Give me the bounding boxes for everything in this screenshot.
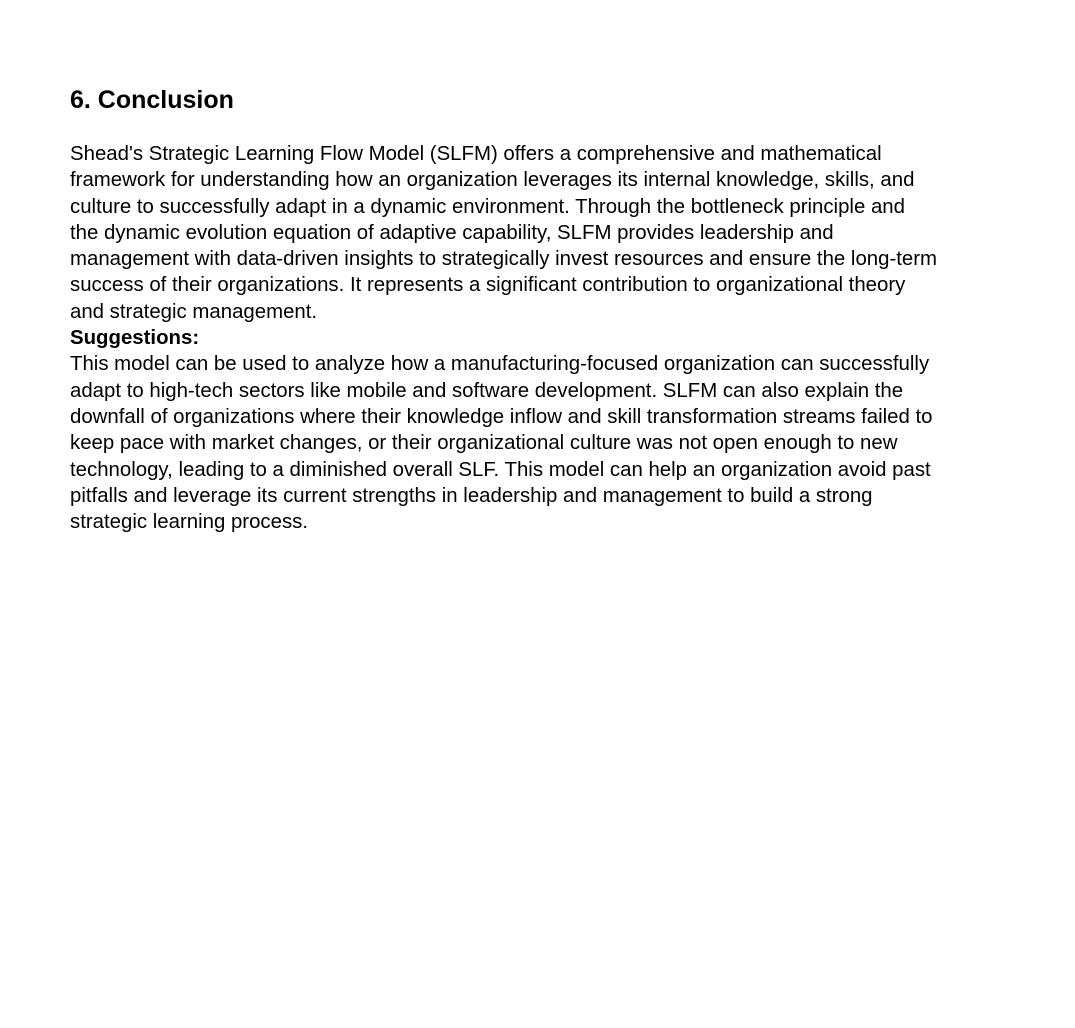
suggestions-paragraph — [70, 351, 1000, 535]
conclusion-line: success of their organizations. It represents a significant contribution to organizational theory — [70, 274, 906, 297]
conclusion-line: culture to successfully adapt in a dynamic environment. Through the bottleneck principle and — [70, 195, 905, 218]
section-heading: 6. Conclusion — [70, 86, 234, 114]
suggestions-line: strategic learning process. — [70, 511, 309, 534]
conclusion-line: the dynamic evolution equation of adaptive capability, SLFM provides leadership and — [70, 221, 834, 244]
conclusion-line: and strategic management. — [70, 300, 318, 323]
conclusion-line: framework for understanding how an organization leverages its internal knowledge, skills, and — [70, 169, 915, 192]
suggestions-line: keep pace with market changes, or their organizational culture was not open enough to new — [70, 432, 898, 455]
conclusion-line: Shead's Strategic Learning Flow Model (SLFM) offers a comprehensive and mathematical — [70, 143, 882, 165]
conclusion-paragraph — [70, 141, 1000, 325]
suggestions-line: This model can be used to analyze how a manufacturing-focused organization can successfully — [70, 353, 930, 376]
suggestions-heading: Suggestions: — [70, 327, 200, 350]
suggestions-line: pitfalls and leverage its current strengths in leadership and management to build a strong — [70, 484, 873, 507]
suggestions-line: adapt to high-tech sectors like mobile and software development. SLFM can also explain the — [70, 379, 904, 402]
suggestions-line: technology, leading to a diminished overall SLF. This model can help an organization avoid past — [70, 458, 931, 481]
suggestions-line: downfall of organizations where their knowledge inflow and skill transformation streams failed to — [70, 405, 933, 428]
conclusion-line: management with data-driven insights to strategically invest resources and ensure the long-term — [70, 248, 938, 271]
document-page — [70, 84, 1000, 535]
